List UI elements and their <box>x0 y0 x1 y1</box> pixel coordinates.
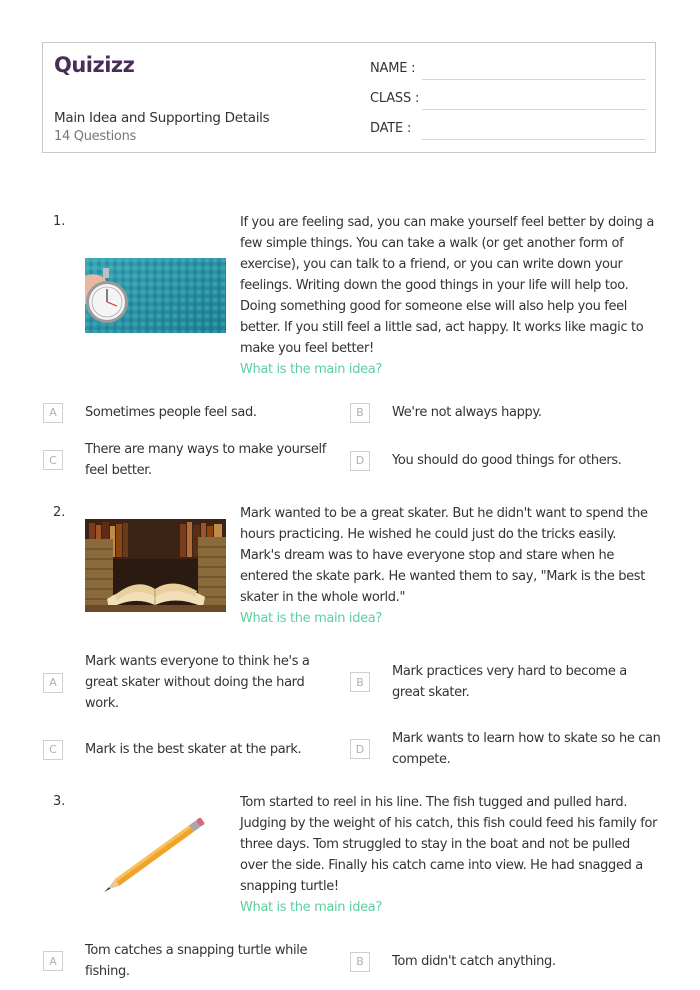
class-field[interactable] <box>422 109 646 110</box>
option-b[interactable] <box>350 402 637 423</box>
class-label: CLASS : <box>370 91 420 106</box>
option-b[interactable] <box>350 951 637 972</box>
question-number: 2. <box>53 505 66 520</box>
option-letter: B <box>350 952 370 972</box>
name-label: NAME : <box>370 61 416 76</box>
option-b[interactable] <box>350 661 637 703</box>
option-text: You should do good things for others. <box>392 453 622 468</box>
option-letter: C <box>43 740 63 760</box>
option-text: Mark wants to learn how to skate so he can compete. <box>392 731 661 767</box>
name-field[interactable] <box>422 79 646 80</box>
option-letter: D <box>350 451 370 471</box>
question-prompt: What is the main idea? <box>240 900 382 915</box>
option-a[interactable] <box>43 940 330 982</box>
option-letter: B <box>350 672 370 692</box>
passage-text: Tom started to reel in his line. The fish tugged and pulled hard. Judging by the weight of his catch, this fish could feed his family for three days. Tom struggled to stay in the boat and not be pulled over the side. Finally his catch came into view. He had snagged a snapping turtle! <box>240 795 658 894</box>
question-passage <box>240 503 660 629</box>
option-letter: C <box>43 450 63 470</box>
option-a[interactable] <box>43 402 330 423</box>
question-number: 1. <box>53 214 66 229</box>
books-image <box>85 519 226 612</box>
worksheet-header <box>42 42 656 153</box>
question-count: 14 Questions <box>54 129 136 144</box>
option-text: Mark wants everyone to think he's a great skater without doing the hard work. <box>85 654 310 711</box>
question-prompt: What is the main idea? <box>240 611 382 626</box>
passage-text: If you are feeling sad, you can make yourself feel better by doing a few simple things. You can take a walk (or get another form of exercise), you can talk to a friend, or you can write down your feelings. Writing down the good things in your life will help too. Doing something good for someone else will also help you feel better. If you still feel a little sad, act happy. It works like magic to make you feel better! <box>240 215 654 356</box>
option-text: Mark practices very hard to become a great skater. <box>392 664 627 700</box>
option-text: Tom didn't catch anything. <box>392 954 556 969</box>
worksheet-title: Main Idea and Supporting Details <box>54 110 270 126</box>
option-text: There are many ways to make yourself feel better. <box>85 442 327 478</box>
option-c[interactable] <box>43 439 330 481</box>
option-letter: A <box>43 403 63 423</box>
quizizz-logo: Quizizz <box>54 53 135 77</box>
option-d[interactable] <box>350 728 662 770</box>
option-c[interactable] <box>43 739 330 760</box>
question-prompt: What is the main idea? <box>240 362 382 377</box>
option-text: We're not always happy. <box>392 405 542 420</box>
option-letter: A <box>43 673 63 693</box>
option-a[interactable] <box>43 651 330 714</box>
option-text: Tom catches a snapping turtle while fishing. <box>85 943 308 979</box>
option-text: Mark is the best skater at the park. <box>85 742 302 757</box>
stopwatch-image <box>85 258 226 333</box>
date-label: DATE : <box>370 121 412 136</box>
option-d[interactable] <box>350 450 667 471</box>
pencil-image <box>90 810 220 900</box>
option-letter: B <box>350 403 370 423</box>
passage-text: Mark wanted to be a great skater. But he didn't want to spend the hours practicing. He wished he could just do the tricks easily. Mark's dream was to have everyone stop and stare when he entered the skate park. He wanted them to say, "Mark is the best skater in the whole world." <box>240 506 648 605</box>
date-field[interactable] <box>422 139 646 140</box>
question-passage <box>240 792 660 918</box>
option-text: Sometimes people feel sad. <box>85 405 257 420</box>
option-letter: A <box>43 951 63 971</box>
question-number: 3. <box>53 794 66 809</box>
option-letter: D <box>350 739 370 759</box>
question-passage <box>240 212 660 380</box>
